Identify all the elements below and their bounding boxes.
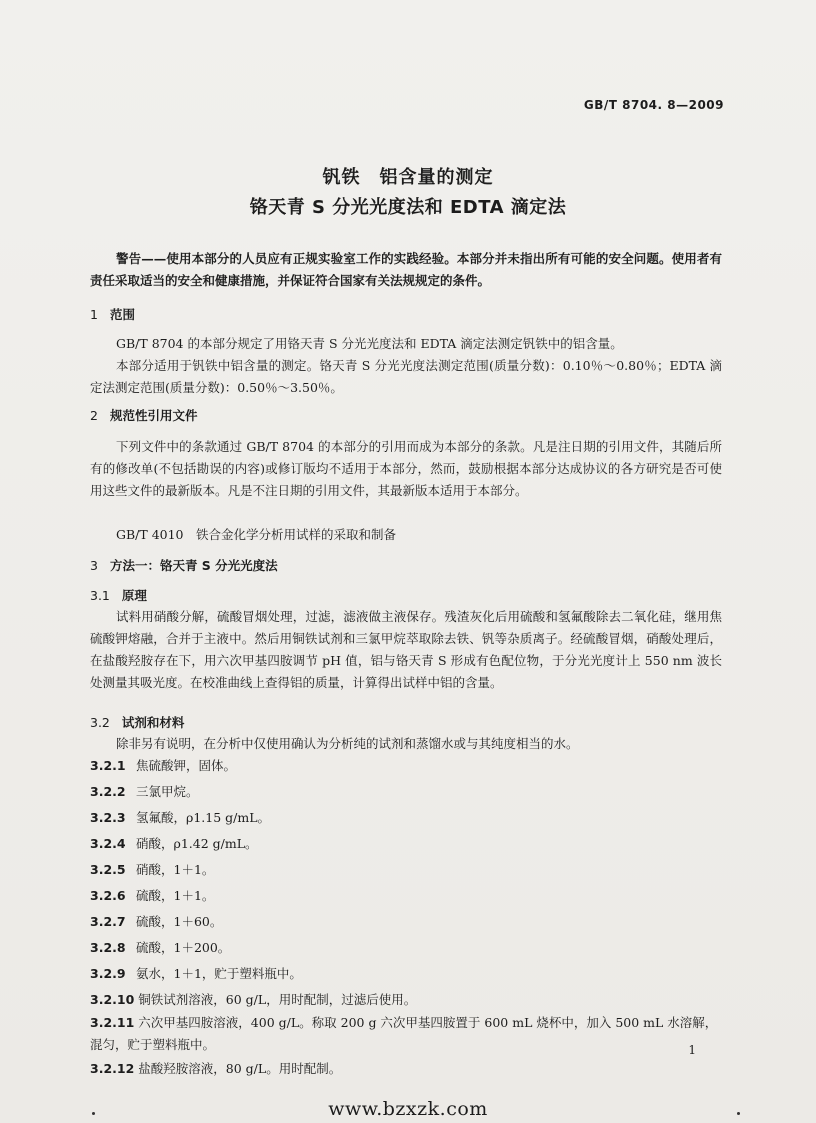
item-text: 氢氟酸，ρ1.15 g/mL。 [136, 810, 271, 825]
item-text: 六次甲基四胺溶液，400 g/L。称取 200 g 六次甲基四胺置于 600 mL 烧杯中，加入 500 mL 水溶解，混匀，贮于塑料瓶中。 [90, 1015, 718, 1052]
paragraph: GB/T 4010 铁合金化学分析用试样的采取和制备 [116, 527, 397, 542]
item-number: 3.2.2 [90, 784, 126, 799]
list-item [90, 885, 722, 907]
item-number: 3.2.5 [90, 862, 126, 877]
section-title: 试剂和材料 [121, 715, 185, 730]
item-text: 三氯甲烷。 [136, 784, 199, 799]
item-number: 3.2.6 [90, 888, 126, 903]
section-number: 1 [90, 307, 98, 322]
paragraph: 本部分适用于钒铁中铝含量的测定。铬天青 S 分光光度法测定范围(质量分数)：0.10％～0.80％；EDTA 滴定法测定范围(质量分数)：0.50％～3.50％。 [90, 358, 722, 395]
website-watermark[interactable]: www.bzxzk.com [328, 1098, 488, 1120]
item-number: 3.2.1 [90, 758, 126, 773]
item-number: 3.2.12 [90, 1061, 135, 1076]
list-item [90, 833, 722, 855]
paragraph: 试料用硝酸分解，硫酸冒烟处理，过滤，滤液做主液保存。残渣灰化后用硫酸和氢氟酸除去二氧化硅，继用焦硫酸钾熔融，合并于主液中。然后用铜铁试剂和三氯甲烷萃取除去铁、钒等杂质离子。经硫酸冒烟，硝酸处理后，在盐酸羟胺存在下，用六次甲基四胺调节 pH 值，铝与铬天青 S 形成有色配位物，于分光光度计上 550 nm 波长处测量其吸光度。在校准曲线上查得铝的质量，计算得出试样中铝的含量。 [90, 609, 722, 690]
section-number: 3.1 [90, 588, 110, 603]
item-text: 铜铁试剂溶液，60 g/L，用时配制，过滤后使用。 [138, 992, 417, 1007]
item-text: 硫酸，1＋60。 [136, 914, 223, 929]
item-number: 3.2.7 [90, 914, 126, 929]
paragraph: GB/T 8704 的本部分规定了用铬天青 S 分光光度法和 EDTA 滴定法测定钒铁中的铝含量。 [116, 336, 623, 351]
section-1-heading [90, 305, 135, 323]
page-number: 1 [688, 1043, 696, 1057]
list-item [90, 755, 722, 777]
item-text: 硝酸，1＋1。 [136, 862, 215, 877]
warning-paragraph: 警告——使用本部分的人员应有正规实验室工作的实践经验。本部分并未指出所有可能的安全问题。使用者有责任采取适当的安全和健康措施，并保证符合国家有关法规规定的条件。 [90, 251, 722, 288]
paragraph: 除非另有说明，在分析中仅使用确认为分析纯的试剂和蒸馏水或与其纯度相当的水。 [116, 736, 579, 751]
item-number: 3.2.10 [90, 992, 135, 1007]
section-number: 3 [90, 558, 98, 573]
title-line-1: 钒铁 铝含量的测定 [322, 167, 494, 188]
section-number: 2 [90, 408, 98, 423]
item-number: 3.2.8 [90, 940, 126, 955]
list-item [90, 1058, 722, 1080]
list-item [90, 963, 722, 985]
list-item [90, 989, 722, 1011]
item-number: 3.2.3 [90, 810, 126, 825]
section-number: 3.2 [90, 715, 110, 730]
section-2-heading [90, 406, 197, 424]
item-text: 氨水，1＋1，贮于塑料瓶中。 [136, 966, 302, 981]
list-item [90, 781, 722, 803]
section-3-1-heading [90, 586, 147, 604]
item-text: 焦硫酸钾，固体。 [136, 758, 237, 773]
item-number: 3.2.4 [90, 836, 126, 851]
item-text: 硫酸，1＋1。 [136, 888, 215, 903]
section-3-heading [90, 556, 278, 574]
item-text: 硝酸，ρ1.42 g/mL。 [136, 836, 258, 851]
title-line-2: 铬天青 S 分光光度法和 EDTA 滴定法 [249, 197, 567, 218]
list-item [90, 1012, 722, 1056]
paragraph: 下列文件中的条款通过 GB/T 8704 的本部分的引用而成为本部分的条款。凡是注日期的引用文件，其随后所有的修改单(不包括勘误的内容)或修订版均不适用于本部分，然而，鼓励根据本部分达成协议的各方研究是否可使用这些文件的最新版本。凡是不注日期的引用文件，其最新版本适用于本部分。 [90, 439, 722, 498]
item-text: 硫酸，1＋200。 [136, 940, 231, 955]
section-3-2-heading [90, 713, 184, 731]
standard-code: GB/T 8704. 8—2009 [583, 98, 724, 112]
list-item [90, 911, 722, 933]
section-title: 范围 [109, 307, 135, 322]
section-title: 原理 [121, 588, 147, 603]
item-text: 盐酸羟胺溶液，80 g/L。用时配制。 [138, 1061, 342, 1076]
list-item [90, 937, 722, 959]
list-item [90, 807, 722, 829]
item-number: 3.2.11 [90, 1015, 135, 1030]
list-item [90, 859, 722, 881]
section-title: 规范性引用文件 [109, 408, 198, 423]
section-title: 方法一：铬天青 S 分光光度法 [109, 558, 278, 573]
item-number: 3.2.9 [90, 966, 126, 981]
